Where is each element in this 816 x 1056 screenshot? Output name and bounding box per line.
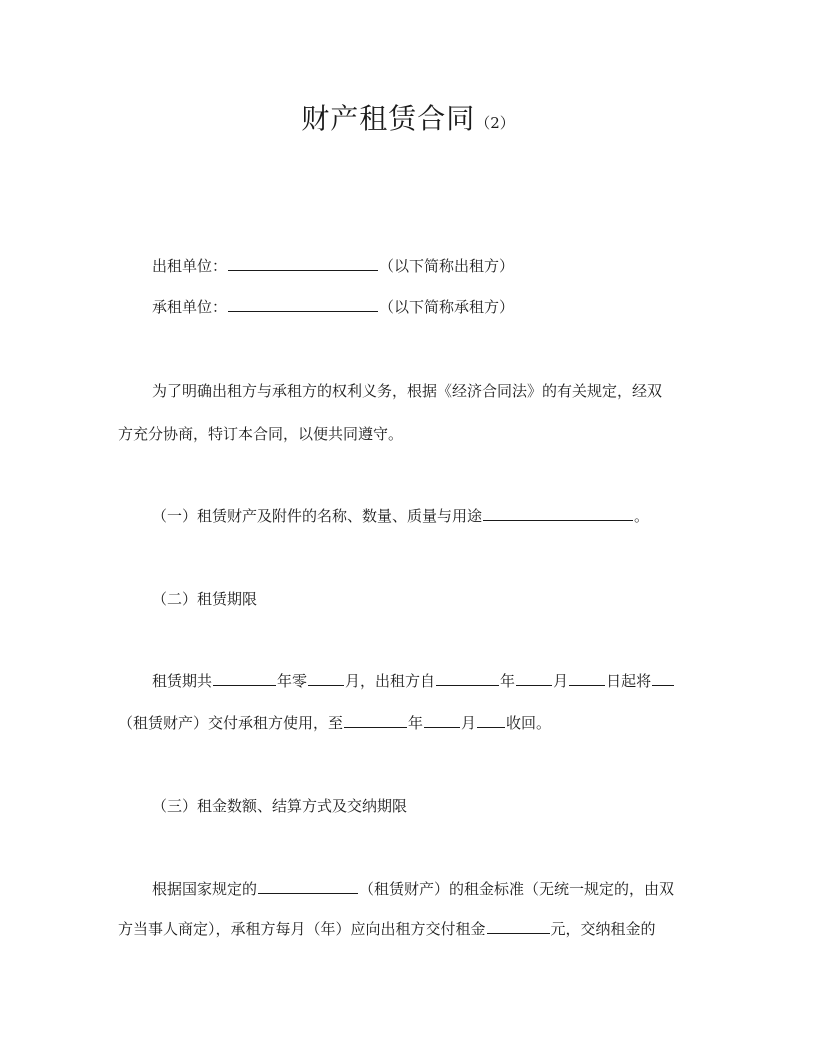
start-month-blank[interactable] [516, 670, 552, 686]
lessee-note: （以下简称承租方） [379, 298, 515, 316]
lessor-blank[interactable] [228, 255, 378, 271]
section1-text: （一）租赁财产及附件的名称、数量、质量与用途 [152, 507, 483, 525]
term-years-blank[interactable] [213, 670, 276, 686]
end-month-blank[interactable] [424, 712, 460, 728]
term-text-8: 年 [408, 714, 424, 732]
rent-text-4: 元，交纳租金的 [550, 920, 656, 938]
section1-blank[interactable] [483, 505, 633, 521]
lessor-note: （以下简称出租方） [379, 257, 515, 275]
rent-amount-blank[interactable] [487, 918, 550, 934]
section3-line-2 [118, 918, 656, 940]
term-text-1: 租赁期共 [152, 672, 213, 690]
title-suffix: （2） [475, 114, 515, 132]
start-day-blank[interactable] [569, 670, 605, 686]
lessee-line [152, 296, 514, 318]
section3-heading: （三）租金数额、结算方式及交纳期限 [152, 797, 408, 815]
lessor-label: 出租单位： [152, 257, 228, 275]
term-months-blank[interactable] [308, 670, 344, 686]
term-text-10: 收回。 [506, 714, 552, 732]
property-blank[interactable] [652, 670, 674, 686]
rent-text-2: （租赁财产）的租金标准（无统一规定的，由双 [359, 880, 675, 898]
intro-line-2: 方充分协商，特订本合同，以便共同遵守。 [118, 425, 404, 443]
end-day-blank[interactable] [477, 712, 505, 728]
term-text-4: 年 [500, 672, 516, 690]
rent-text-1: 根据国家规定的 [152, 880, 258, 898]
lessee-blank[interactable] [228, 296, 378, 312]
document-title [0, 97, 816, 137]
term-text-7: （租赁财产）交付承租方使用，至 [118, 714, 344, 732]
rent-property-blank[interactable] [258, 878, 358, 894]
term-text-3: 月，出租方自 [345, 672, 436, 690]
term-text-2: 年零 [277, 672, 308, 690]
term-text-9: 月 [461, 714, 477, 732]
section2-heading: （二）租赁期限 [152, 590, 258, 608]
end-year-blank[interactable] [344, 712, 407, 728]
section1-end: 。 [634, 507, 650, 525]
section2-line-2 [118, 712, 551, 734]
section1-line [152, 505, 649, 527]
intro-line-1: 为了明确出租方与承租方的权利义务，根据《经济合同法》的有关规定，经双 [152, 382, 663, 400]
term-text-5: 月 [553, 672, 569, 690]
section2-line-1 [152, 670, 675, 692]
rent-text-3: 方当事人商定），承租方每月（年）应向出租方交付租金 [118, 920, 486, 938]
term-text-6: 日起将 [606, 672, 652, 690]
title-main: 财产租赁合同 [301, 102, 476, 135]
lessor-line [152, 255, 514, 277]
start-year-blank[interactable] [436, 670, 499, 686]
section3-line-1 [152, 878, 674, 900]
lessee-label: 承租单位： [152, 298, 228, 316]
